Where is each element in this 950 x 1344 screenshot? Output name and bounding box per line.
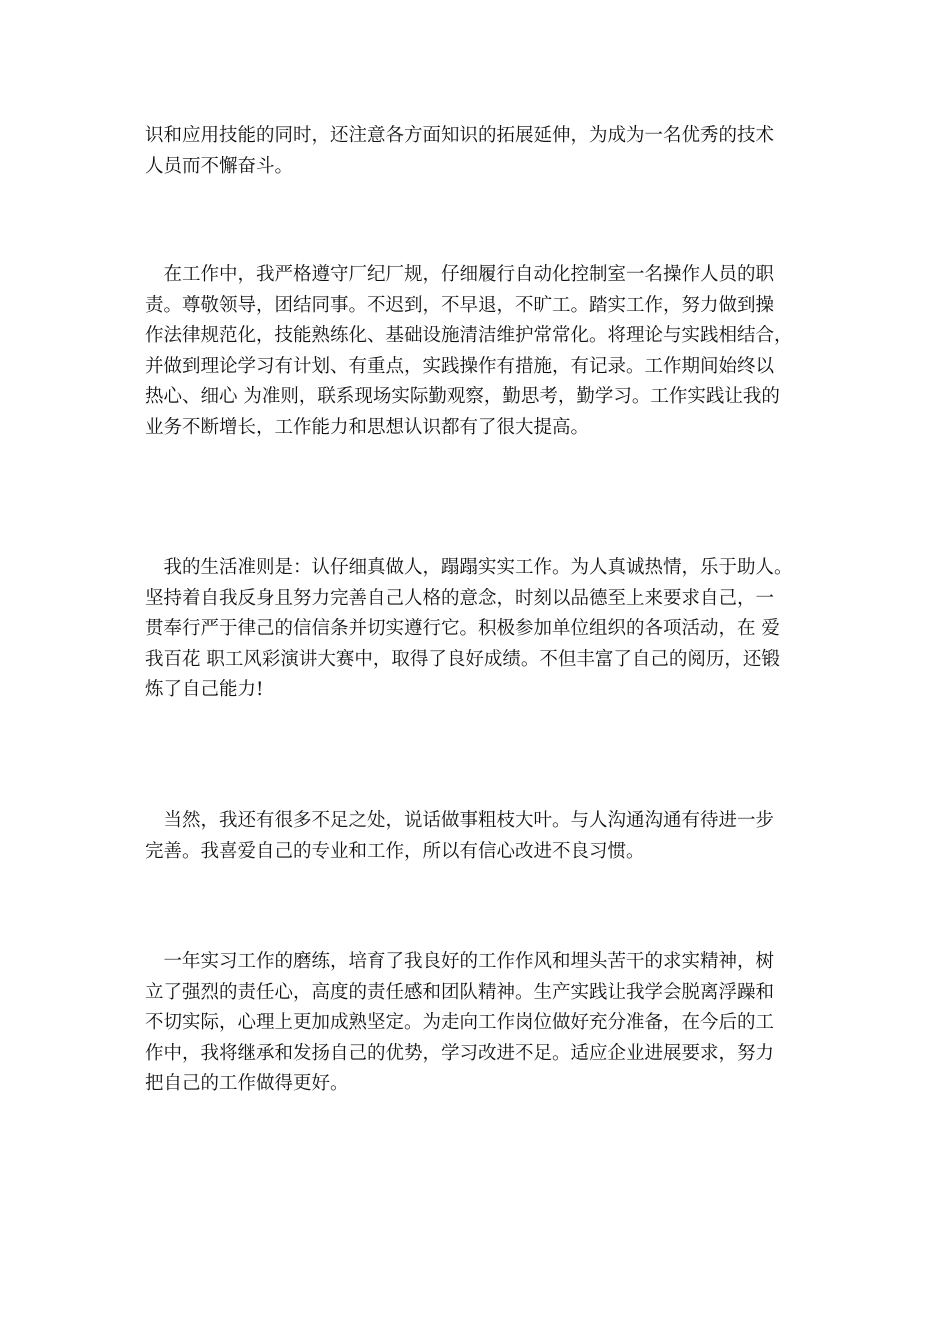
paragraph-2 bbox=[145, 260, 825, 443]
text-line: 识和应用技能的同时，还注意各方面知识的拓展延伸，为成为一名优秀的技术 bbox=[145, 125, 775, 146]
text-line: 我的生活准则是：认仔细真做人，蹋蹋实实工作。为人真诚热情，乐于助人。 bbox=[145, 557, 793, 578]
paragraph-5 bbox=[145, 947, 825, 1100]
text-line: 坚持着自我反身且努力完善自己人格的意念，时刻以品德至上来要求自己，一 bbox=[145, 587, 775, 609]
text-line: 业务不断增长，工作能力和思想认识都有了很大提高。 bbox=[145, 416, 590, 438]
text-line: 我百花 职工风彩演讲大赛中，取得了良好成绩。不但丰富了自己的阅历，还锻 bbox=[145, 648, 780, 670]
text-line: 立了强烈的责任心，高度的责任感和团队精神。生产实践让我学会脱离浮躁和 bbox=[145, 981, 775, 1003]
paragraph-3 bbox=[145, 553, 825, 706]
paragraph-4 bbox=[145, 806, 825, 867]
text-line: 完善。我喜爱自己的专业和工作，所以有信心改进不良习惯。 bbox=[145, 840, 645, 862]
text-line: 在工作中，我严格遵守厂纪厂规，仔细履行自动化控制室一名操作人员的职 bbox=[145, 264, 775, 285]
text-line: 贯奉行严于律己的信信条并切实遵行它。积极参加单位组织的各项活动，在 爱 bbox=[145, 618, 780, 639]
text-line: 热心、细心 为准则，联系现场实际勤观察，勤思考，勤学习。工作实践让我的 bbox=[145, 386, 780, 407]
text-line: 把自己的工作做得更好。 bbox=[145, 1073, 349, 1094]
text-line: 并做到理论学习有计划、有重点，实践操作有措施，有记录。工作期间始终以 bbox=[145, 355, 775, 377]
text-line: 责。尊敬领导，团结同事。不迟到，不早退，不旷工。踏实工作，努力做到操 bbox=[145, 294, 775, 316]
text-line: 人员而不懈奋斗。 bbox=[145, 155, 294, 177]
text-line: 作法律规范化，技能熟练化、基础设施清洁维护常常化。将理论与实践相结合， bbox=[145, 325, 793, 346]
text-line: 炼了自己能力! bbox=[145, 679, 264, 700]
text-line: 作中，我将继承和发扬自己的优势，学习改进不足。适应企业进展要求，努力 bbox=[145, 1042, 775, 1064]
text-line: 不切实际，心理上更加成熟坚定。为走向工作岗位做好充分准备，在今后的工 bbox=[145, 1012, 775, 1033]
text-line: 当然，我还有很多不足之处，说话做事粗枝大叶。与人沟通沟通有待进一步 bbox=[145, 810, 775, 831]
text-line: 一年实习工作的磨练，培育了我良好的工作作风和埋头苦干的求实精神，树 bbox=[145, 951, 775, 972]
paragraph-1 bbox=[145, 121, 825, 182]
